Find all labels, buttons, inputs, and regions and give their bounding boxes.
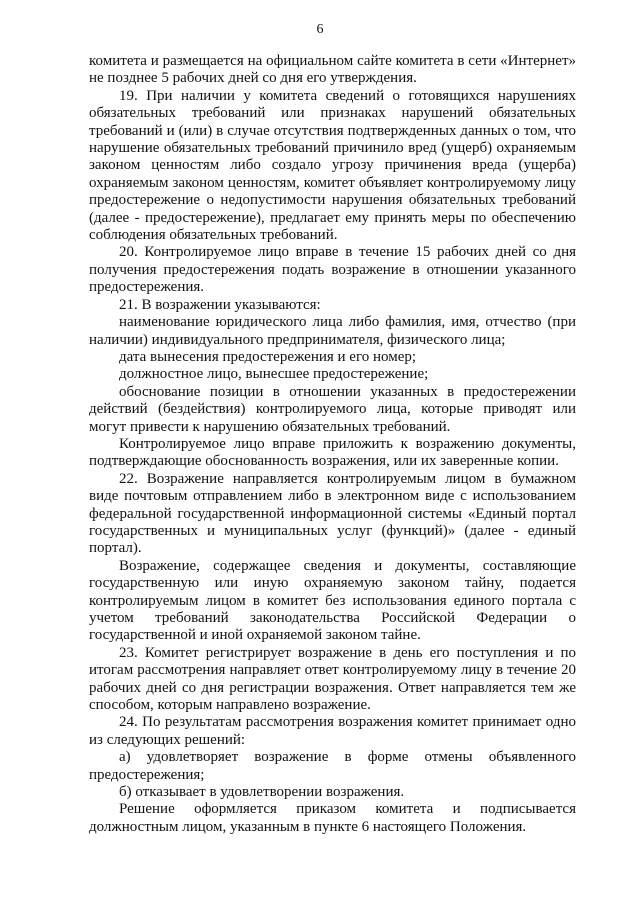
list-item-justification: обоснование позиции в отношении указанных в предостережении действий (бездействия) контролируемого лица, которые приводят или могут привести к нарушению обязательных требований.: [89, 383, 576, 435]
paragraph-21: 21. В возражении указываются:: [119, 296, 321, 313]
paragraph-23: 23. Комитет регистрирует возражение в день его поступления и по итогам рассмотрения направляет ответ контролируемому лицу в течение 20 рабочих дней со дня регистрации возражения. Ответ направляется тем же способом, которым направлено возражение.: [89, 644, 576, 714]
paragraph-continuation: комитета и размещается на официальном сайте комитета в сети «Интернет» не позднее 5 рабочих дней со дня его утверждения.: [89, 53, 576, 87]
paragraph-secret-info: Возражение, содержащее сведения и документы, составляющие государственную или иную охраняемую законом тайну, подается контролируемым лицом в комитет без использования единого портала с учетом требований законодательства Российской Федерации о государственной и иной охраняемой законом тайне.: [89, 557, 576, 644]
paragraph-19: 19. При наличии у комитета сведений о готовящихся нарушениях обязательных требований или признаках нарушений обязательных требований и (или) в случае отсутствия подтвержденных данных о том, что нарушение обязательных требований причинило вред (ущерб) охраняемым законом ценностям либо создало угрозу причинения вреда (ущерба) охраняемым законом ценностям, комитет объявляет контролируемому лицу предостережение о недопустимости нарушения обязательных требований (далее - предостережение), предлагает ему принять меры по обеспечению соблюдения обязательных требований.: [89, 87, 576, 244]
document-body: [89, 53, 576, 836]
page-number: 6: [316, 22, 324, 37]
decision-option-b: б) отказывает в удовлетворении возражения.: [119, 784, 405, 801]
list-item-date: дата вынесения предостережения и его номер;: [119, 348, 417, 365]
list-item-name: наименование юридического лица либо фамилия, имя, отчество (при наличии) индивидуального предпринимателя, физического лица;: [89, 314, 576, 348]
paragraph-20: 20. Контролируемое лицо вправе в течение 15 рабочих дней со дня получения предостережения подать возражение в отношении указанного предостережения.: [89, 244, 576, 296]
paragraph-22: 22. Возражение направляется контролируемым лицом в бумажном виде почтовым отправлением либо в электронном виде с использованием федеральной государственной информационной системы «Единый портал государственных и муниципальных услуг (функций)» (далее - единый портал).: [89, 470, 576, 557]
paragraph-attachments: Контролируемое лицо вправе приложить к возражению документы, подтверждающие обоснованность возражения, или их заверенные копии.: [89, 435, 576, 470]
list-item-official: должностное лицо, вынесшее предостережение;: [119, 366, 429, 383]
decision-option-a: а) удовлетворяет возражение в форме отмены объявленного предостережения;: [89, 749, 576, 783]
paragraph-24: 24. По результатам рассмотрения возражения комитет принимает одно из следующих решений:: [89, 714, 576, 748]
paragraph-decision: Решение оформляется приказом комитета и подписывается должностным лицом, указанным в пункте 6 настоящего Положения.: [89, 801, 576, 835]
